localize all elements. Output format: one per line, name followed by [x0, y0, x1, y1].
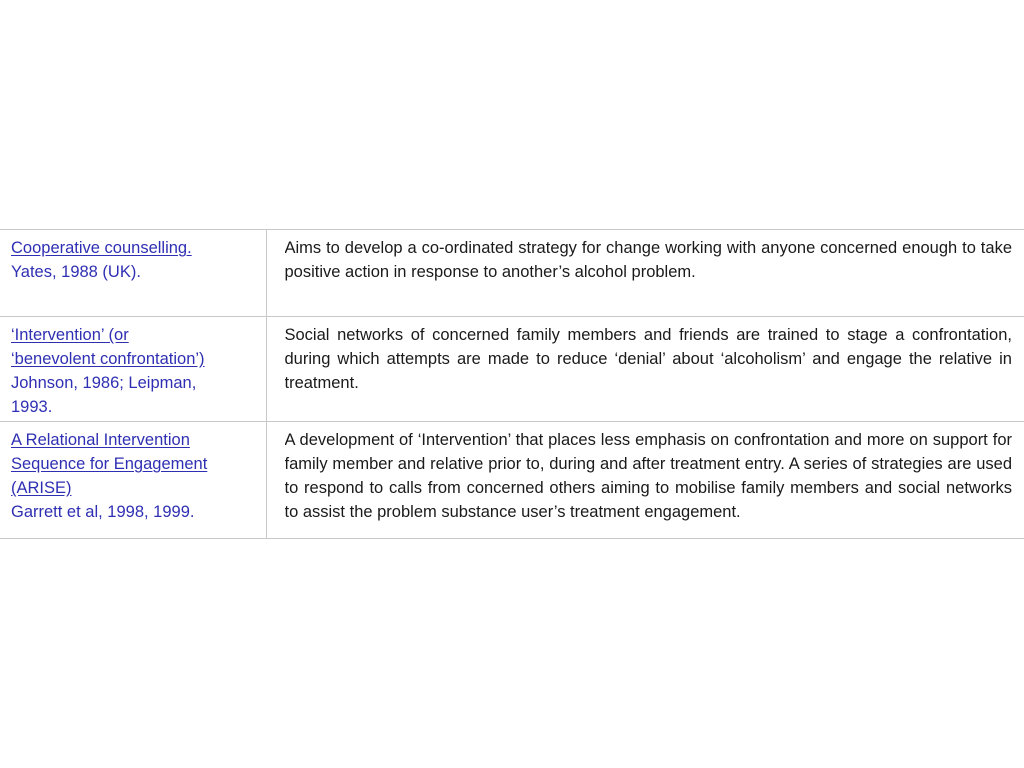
approach-name-cell [0, 317, 266, 422]
approaches-table-container [0, 229, 1024, 539]
approach-description: Social networks of concerned family members and friends are trained to stage a confrontation, during which attempts are made to reduce ‘denial’ about ‘alcoholism’ and engage the relative in treatment. [284, 326, 1012, 392]
table-row [0, 422, 1024, 539]
approach-link-line[interactable]: Sequence for Engagement [11, 455, 208, 473]
approach-link-line[interactable]: ‘benevolent confrontation’) [11, 350, 205, 368]
approach-description-cell [266, 230, 1024, 317]
approach-link-intervention[interactable] [11, 323, 262, 371]
approach-name-cell [0, 230, 266, 317]
approach-description-cell [266, 422, 1024, 539]
approach-description-cell [266, 317, 1024, 422]
approaches-table [0, 229, 1024, 539]
approach-citation [11, 371, 262, 419]
approach-link-arise[interactable] [11, 428, 262, 500]
approach-link-line[interactable]: A Relational Intervention [11, 431, 190, 449]
approach-name-cell [0, 422, 266, 539]
approach-citation-line: 1993. [11, 398, 53, 416]
approach-citation: Yates, 1988 (UK). [11, 263, 141, 281]
approach-citation-line: Johnson, 1986; Leipman, [11, 374, 197, 392]
approach-link-line[interactable]: ‘Intervention’ (or [11, 326, 129, 344]
table-row [0, 317, 1024, 422]
approach-link-line[interactable]: (ARISE) [11, 479, 72, 497]
approach-description: A development of ‘Intervention’ that places less emphasis on confrontation and more on support for family member and relative prior to, during and after treatment entry. A series of strategies are used to respond to calls from concerned others aiming to mobilise family members and social networks to assist the problem substance user’s treatment engagement. [284, 431, 1012, 521]
approach-link-cooperative-counselling[interactable]: Cooperative counselling. [11, 239, 192, 257]
table-row [0, 230, 1024, 317]
approach-citation: Garrett et al, 1998, 1999. [11, 503, 195, 521]
approach-description: Aims to develop a co-ordinated strategy for change working with anyone concerned enough to take positive action in response to another’s alcohol problem. [284, 239, 1012, 281]
